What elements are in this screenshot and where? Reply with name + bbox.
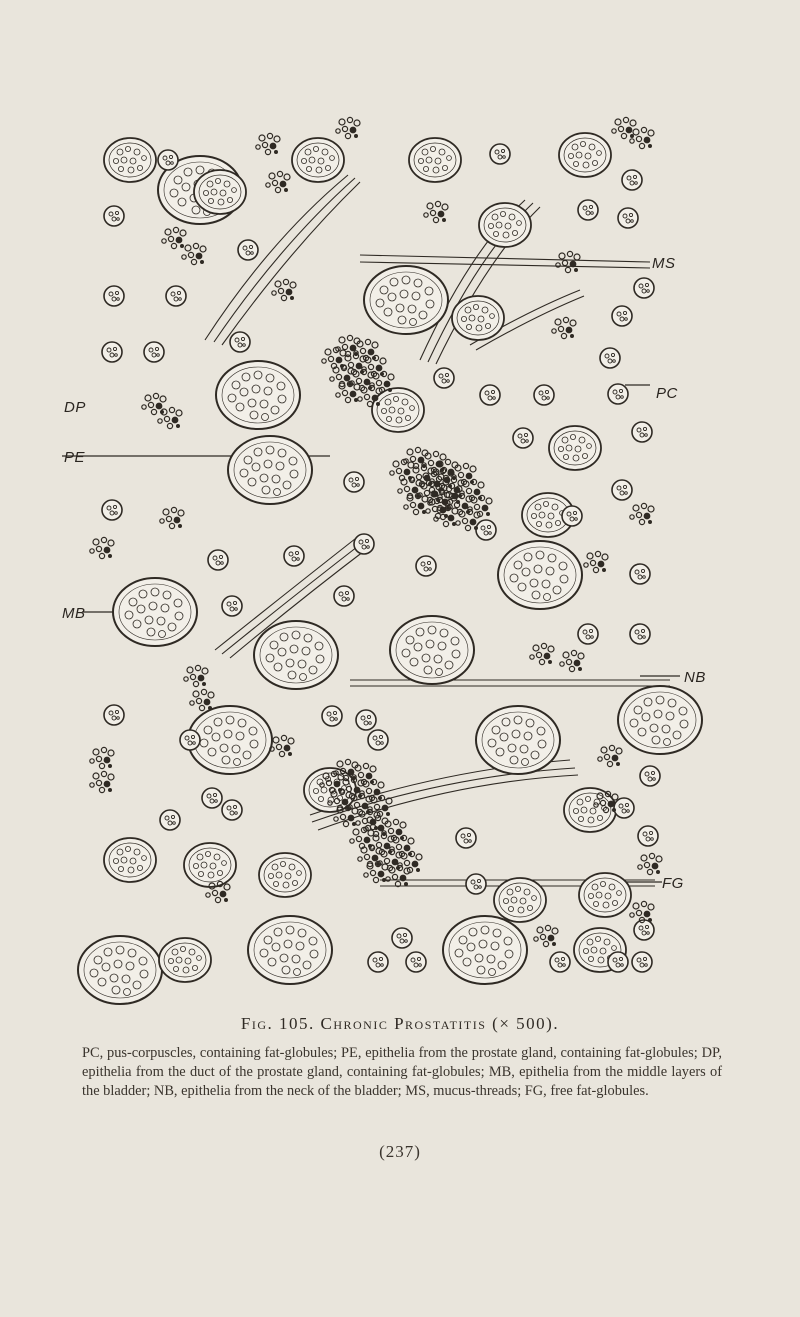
page-number: (237)	[379, 1142, 421, 1161]
label-fg: FG	[662, 875, 684, 892]
figure-caption: Fig. 105. Chronic Prostatitis (× 500).	[240, 1014, 560, 1033]
label-ms: MS	[652, 255, 676, 272]
label-dp: DP	[64, 399, 86, 416]
label-nb: NB	[684, 669, 706, 686]
label-pc: PC	[656, 385, 678, 402]
label-mb: MB	[62, 605, 86, 622]
figure-legend: PC, pus-corpuscles, containing fat-globules; PE, epithelia from the prostate gland, containing fat-globules; DP, epithelia from the duct of the prostate gland, containing fat-globules; MB, epithelia from the middle layers of the bladder; NB, epithelia from the neck of the bladder; MS, mucus-threads; FG, free fat-globules.	[82, 1045, 722, 1099]
label-pe: PE	[64, 449, 86, 466]
